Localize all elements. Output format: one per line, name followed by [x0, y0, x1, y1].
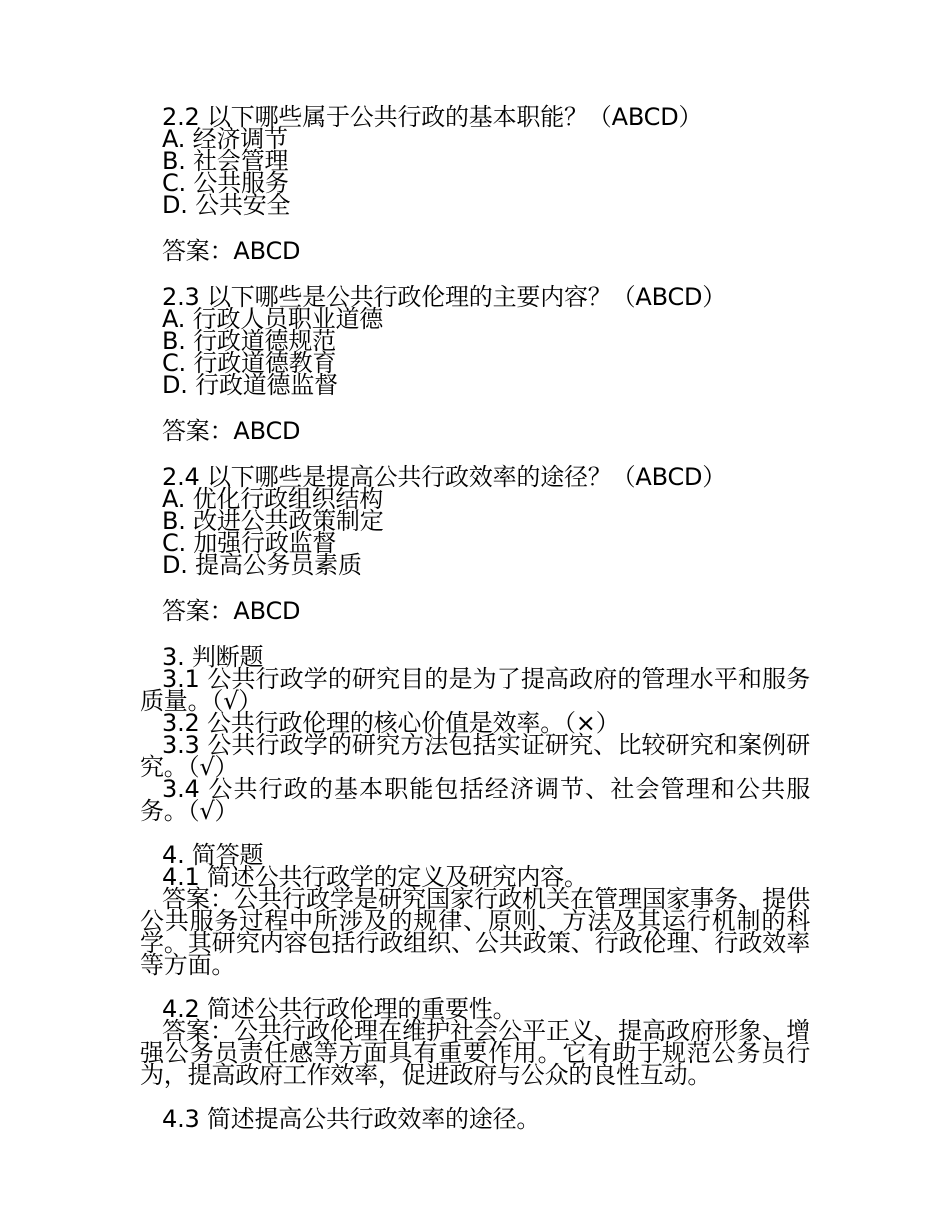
section-title-short-answer: 4. 简答题: [162, 841, 264, 869]
judgement-item-3-1: 3.1 公共行政学的研究目的是为了提高政府的管理水平和服务质量。（√）: [140, 665, 810, 715]
option-b: B. 行政道德规范: [162, 327, 336, 355]
answer-2-3: 答案：ABCD: [162, 417, 301, 445]
answer-2-4: 答案：ABCD: [162, 597, 301, 625]
option-c: C. 行政道德教育: [162, 349, 337, 377]
option-d: D. 行政道德监督: [162, 371, 338, 399]
question-2-3: 2.3 以下哪些是公共行政伦理的主要内容？（ABCD）: [162, 283, 727, 311]
question-2-2: 2.2 以下哪些属于公共行政的基本职能？（ABCD）: [162, 103, 703, 131]
judgement-item-3-2: 3.2 公共行政伦理的核心价值是效率。（×）: [162, 709, 620, 737]
judgement-item-3-3: 3.3 公共行政学的研究方法包括实证研究、比较研究和案例研究。（√）: [140, 731, 810, 781]
option-d: D. 公共安全: [162, 191, 291, 219]
option-b: B. 社会管理: [162, 147, 289, 175]
short-question-4-3: 4.3 简述提高公共行政效率的途径。: [162, 1105, 541, 1133]
document-content: [140, 103, 810, 1133]
option-b: B. 改进公共政策制定: [162, 507, 384, 535]
short-question-4-2: 4.2 简述公共行政伦理的重要性。: [162, 995, 517, 1023]
question-2-4: 2.4 以下哪些是提高公共行政效率的途径？（ABCD）: [162, 463, 727, 491]
option-a: A. 优化行政组织结构: [162, 485, 384, 513]
short-question-4-1: 4.1 简述公共行政学的定义及研究内容。: [162, 863, 588, 891]
short-answer-4-2: 答案：公共行政伦理在维护社会公平正义、提高政府形象、增强公务员责任感等方面具有重要作用。它有助于规范公务员行为，提高政府工作效率，促进政府与公众的良性互动。: [140, 1017, 810, 1089]
section-title-judgement: 3. 判断题: [162, 643, 264, 671]
short-answer-4-1: 答案：公共行政学是研究国家行政机关在管理国家事务、提供公共服务过程中所涉及的规律、原则、方法及其运行机制的科学。其研究内容包括行政组织、公共政策、行政伦理、行政效率等方面。: [140, 885, 810, 979]
option-d: D. 提高公务员素质: [162, 551, 362, 579]
option-a: A. 经济调节: [162, 125, 288, 153]
option-c: C. 公共服务: [162, 169, 289, 197]
answer-2-2: 答案：ABCD: [162, 237, 301, 265]
judgement-item-3-4: 3.4 公共行政的基本职能包括经济调节、社会管理和公共服务。（√）: [140, 775, 810, 825]
option-c: C. 加强行政监督: [162, 529, 337, 557]
option-a: A. 行政人员职业道德: [162, 305, 384, 333]
